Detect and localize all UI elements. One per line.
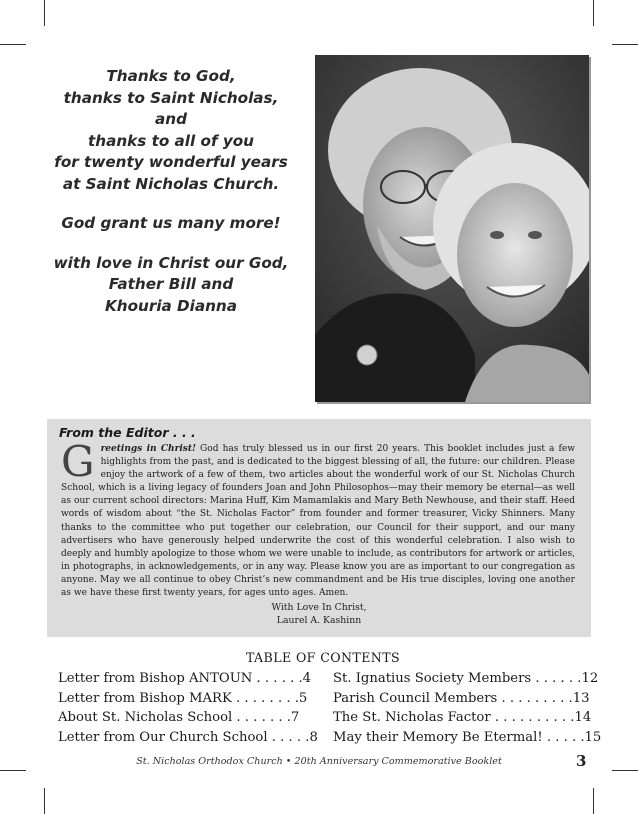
editor-note <box>47 419 591 637</box>
crop-mark <box>612 770 638 771</box>
message-line: Thanks to God, <box>106 67 236 85</box>
message-wish: God grant us many more! <box>61 214 281 232</box>
crop-mark <box>44 0 45 26</box>
toc-entry-page: 5 <box>298 690 308 706</box>
toc-entry-page: 15 <box>584 729 602 745</box>
message-line: thanks to all of you <box>88 131 254 150</box>
message-line: and <box>155 110 187 128</box>
crop-mark <box>593 0 594 26</box>
toc-entry[interactable] <box>58 689 308 709</box>
toc-right-column <box>333 669 602 747</box>
toc-entry[interactable] <box>58 728 318 748</box>
toc-entry-label: About St. Nicholas School . . . . . . . <box>58 710 291 725</box>
crop-mark <box>44 788 45 814</box>
crop-mark <box>0 770 26 771</box>
toc-entry-page: 13 <box>572 690 590 706</box>
toc-entry-page: 8 <box>309 729 318 745</box>
message-line: thanks to Saint Nicholas, <box>63 88 279 107</box>
toc-entry[interactable] <box>333 689 590 709</box>
toc-entry[interactable] <box>333 669 599 689</box>
page-footer: St. Nicholas Orthodox Church • 20th Anniversary Commemorative Booklet <box>136 756 502 767</box>
couple-photo <box>315 55 589 402</box>
signature-name: Laurel A. Kashinn <box>276 614 362 626</box>
editor-title: From the Editor . . . <box>59 425 196 440</box>
toc-entry[interactable] <box>333 728 602 748</box>
toc-left-column <box>58 669 318 747</box>
message-line: for twenty wonderful years <box>54 153 288 171</box>
toc-entry-label: The St. Nicholas Factor . . . . . . . . . . <box>333 710 575 725</box>
couple-photo-image <box>315 55 589 402</box>
toc-entry-label: Parish Council Members . . . . . . . . . <box>333 690 573 706</box>
crop-mark <box>0 44 26 45</box>
signature-line: With Love In Christ, <box>271 602 367 613</box>
toc-entry-label: Letter from Our Church School . . . . . <box>58 729 310 745</box>
toc-entry-label: Letter from Bishop ANTOUN . . . . . . <box>58 671 303 686</box>
page-number: 3 <box>576 752 587 770</box>
toc-title: TABLE OF CONTENTS <box>245 650 401 665</box>
message-closing-line: Khouria Dianna <box>105 296 237 315</box>
message-line: at Saint Nicholas Church. <box>62 174 280 193</box>
toc-entry-label: May their Memory Be Etermal! . . . . . <box>333 729 585 745</box>
toc-entry-page: 4 <box>302 671 312 686</box>
toc-entry[interactable] <box>58 708 300 728</box>
editor-body-text <box>61 437 575 600</box>
crop-mark <box>612 44 638 45</box>
thank-you-message <box>30 66 312 317</box>
toc-entry-label: Letter from Bishop MARK . . . . . . . . <box>58 690 299 706</box>
toc-entry-label: St. Ignatius Society Members . . . . . . <box>333 671 582 686</box>
editor-body: God has truly blessed us in our first 20 years. This booklet includes just a few highlights from the past, and is dedicated to the biggest blessing of all, the future: our children. Please enjoy the artwork of a few of them, two articles about the wonderful work of our St. Nicholas Church School, which is a living legacy of founders Joan and John Philosophos—may their memory be eternal—as well as our current school directors: Marina Huff, Kim Mamamlakis and Mary Beth Newhouse, and their staff. Heed words of wisdom about “the St. Nicholas Factor” from founder and former treasurer, Vicky Shinners. Many thanks to the committee who put together our celebration, our Council for their support, and our many advertisers who have generously helped underwrite the cost of this wonderful celebration. I also wish to deeply and humbly apologize to those whom we were unable to include, as contributors for artwork or articles, in photographs, in acknowledgements, or in any way. Please know you are as important to our congregation as anyone. May we all continue to obey Christ’s new commandment and be His true disciples, loving one another as we have these first twenty years, for ages unto ages. Amen. <box>61 444 575 599</box>
drop-cap: G <box>61 437 95 486</box>
message-closing-line: with love in Christ our God, <box>53 253 289 272</box>
editor-signature <box>47 602 591 627</box>
toc-entry[interactable] <box>58 669 312 689</box>
crop-mark <box>593 788 594 814</box>
toc-entry-page: 12 <box>581 671 599 686</box>
editor-greeting: reetings in Christ! <box>100 444 196 454</box>
toc-entry-page: 7 <box>290 710 300 725</box>
toc-entry-page: 14 <box>574 710 592 725</box>
message-closing-line: Father Bill and <box>108 275 234 293</box>
toc-entry[interactable] <box>333 708 592 728</box>
